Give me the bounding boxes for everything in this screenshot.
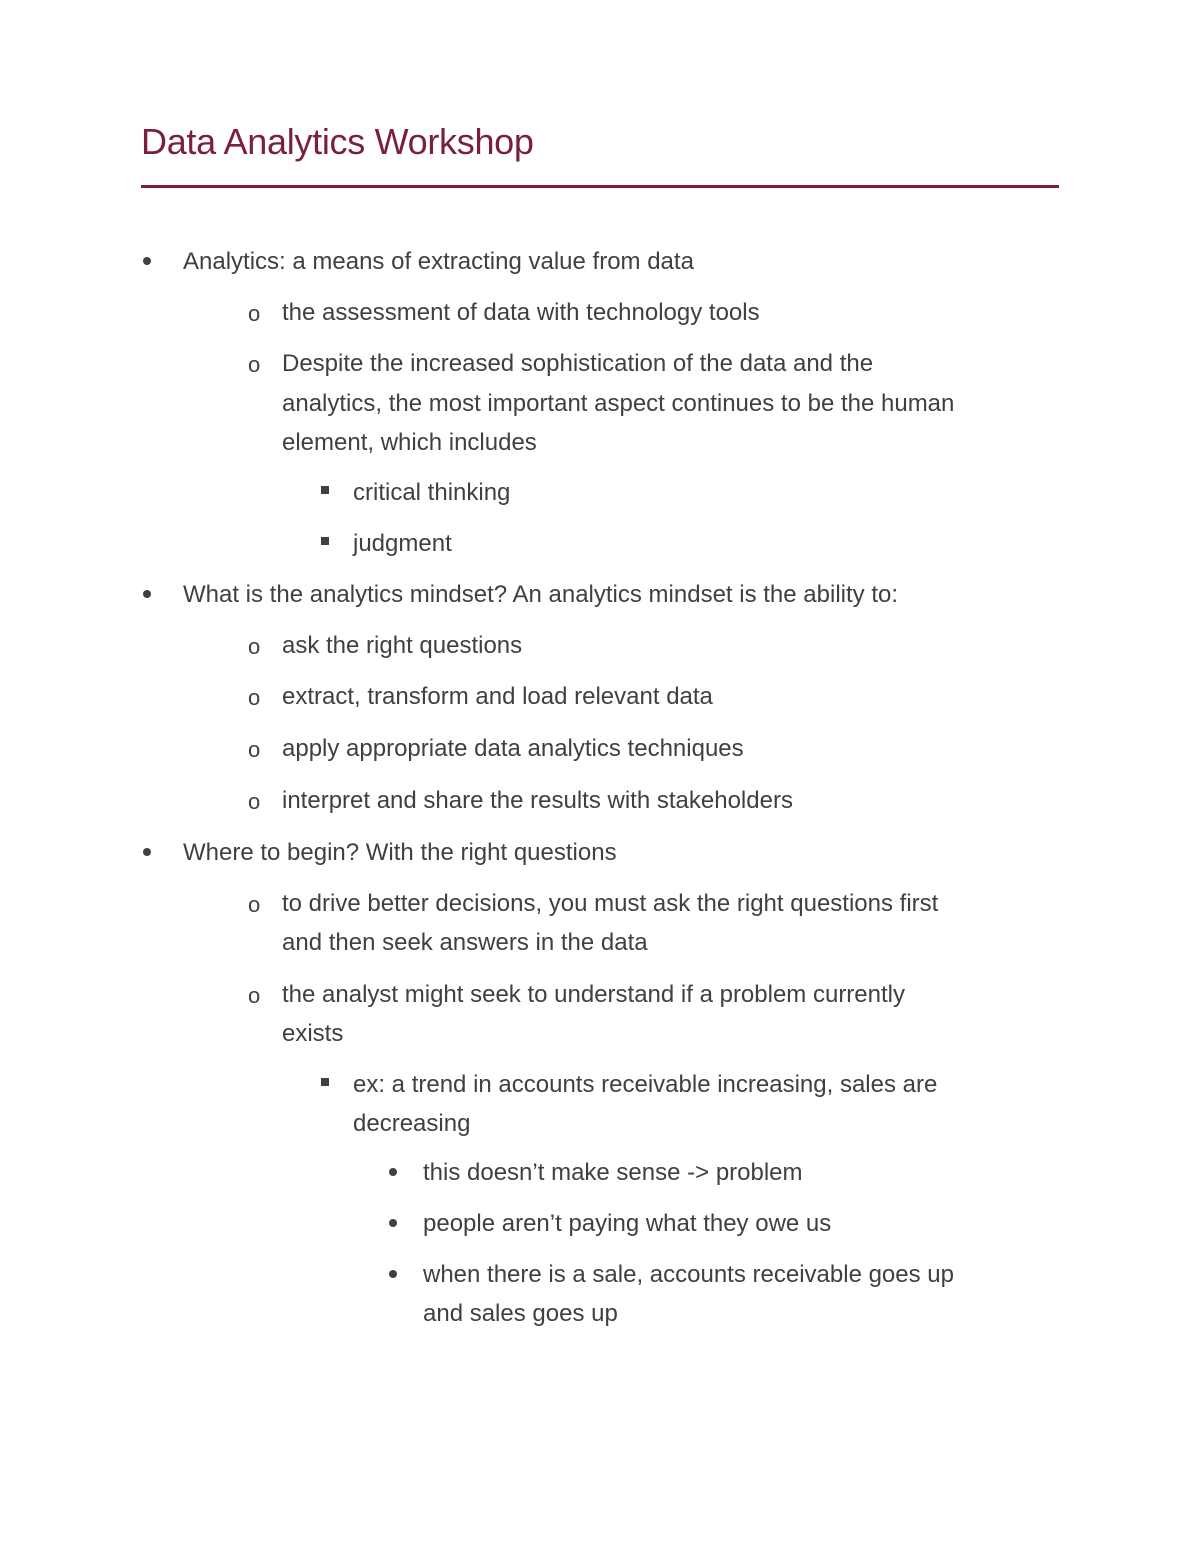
bullet-square-icon	[321, 486, 329, 494]
list-item: the assessment of data with technology tools	[282, 299, 760, 326]
list-item: What is the analytics mindset? An analytics mindset is the ability to:	[183, 581, 898, 608]
bullet-circle-icon: o	[248, 634, 261, 659]
bullet-circle-icon: o	[248, 737, 261, 762]
list-item: the analyst might seek to understand if a problem currently	[282, 981, 905, 1008]
list-item: critical thinking	[353, 479, 511, 506]
list-item: extract, transform and load relevant data	[282, 683, 713, 710]
bullet-dot-icon	[389, 1168, 397, 1176]
list-item: interpret and share the results with stakeholders	[282, 787, 793, 814]
bullet-circle-icon: o	[248, 892, 261, 917]
bullet-dot-icon	[143, 590, 151, 598]
list-item: Despite the increased sophistication of the data and the	[282, 350, 874, 377]
list-item-continuation: exists	[282, 1020, 344, 1047]
list-item-continuation: analytics, the most important aspect continues to be the human	[282, 390, 955, 417]
list-item: judgment	[353, 530, 452, 557]
bullet-square-icon	[321, 1078, 329, 1086]
bullet-circle-icon: o	[248, 685, 261, 710]
bullet-circle-icon: o	[248, 983, 261, 1008]
title-underline	[141, 185, 1059, 188]
bullet-circle-icon: o	[248, 789, 261, 814]
page-title: Data Analytics Workshop	[141, 121, 534, 162]
list-item: apply appropriate data analytics techniques	[282, 735, 744, 762]
bullet-dot-icon	[389, 1270, 397, 1278]
list-item: to drive better decisions, you must ask the right questions first	[282, 890, 939, 917]
bullet-circle-icon: o	[248, 301, 261, 326]
list-item: when there is a sale, accounts receivable goes up	[423, 1261, 954, 1288]
list-item: ask the right questions	[282, 632, 523, 659]
list-item-continuation: and then seek answers in the data	[282, 929, 648, 956]
bullet-circle-icon: o	[248, 352, 261, 377]
list-item: Analytics: a means of extracting value from data	[183, 248, 694, 275]
list-item: people aren’t paying what they owe us	[423, 1210, 832, 1237]
list-item-continuation: decreasing	[353, 1110, 471, 1137]
bullet-dot-icon	[389, 1219, 397, 1227]
list-item-continuation: element, which includes	[282, 429, 537, 456]
bullet-square-icon	[321, 537, 329, 545]
list-item: Where to begin? With the right questions	[183, 839, 617, 866]
list-item: this doesn’t make sense -> problem	[423, 1159, 803, 1186]
bullet-dot-icon	[143, 257, 151, 265]
list-item: ex: a trend in accounts receivable increasing, sales are	[353, 1071, 938, 1098]
list-item-continuation: and sales goes up	[423, 1300, 618, 1327]
bullet-dot-icon	[143, 848, 151, 856]
